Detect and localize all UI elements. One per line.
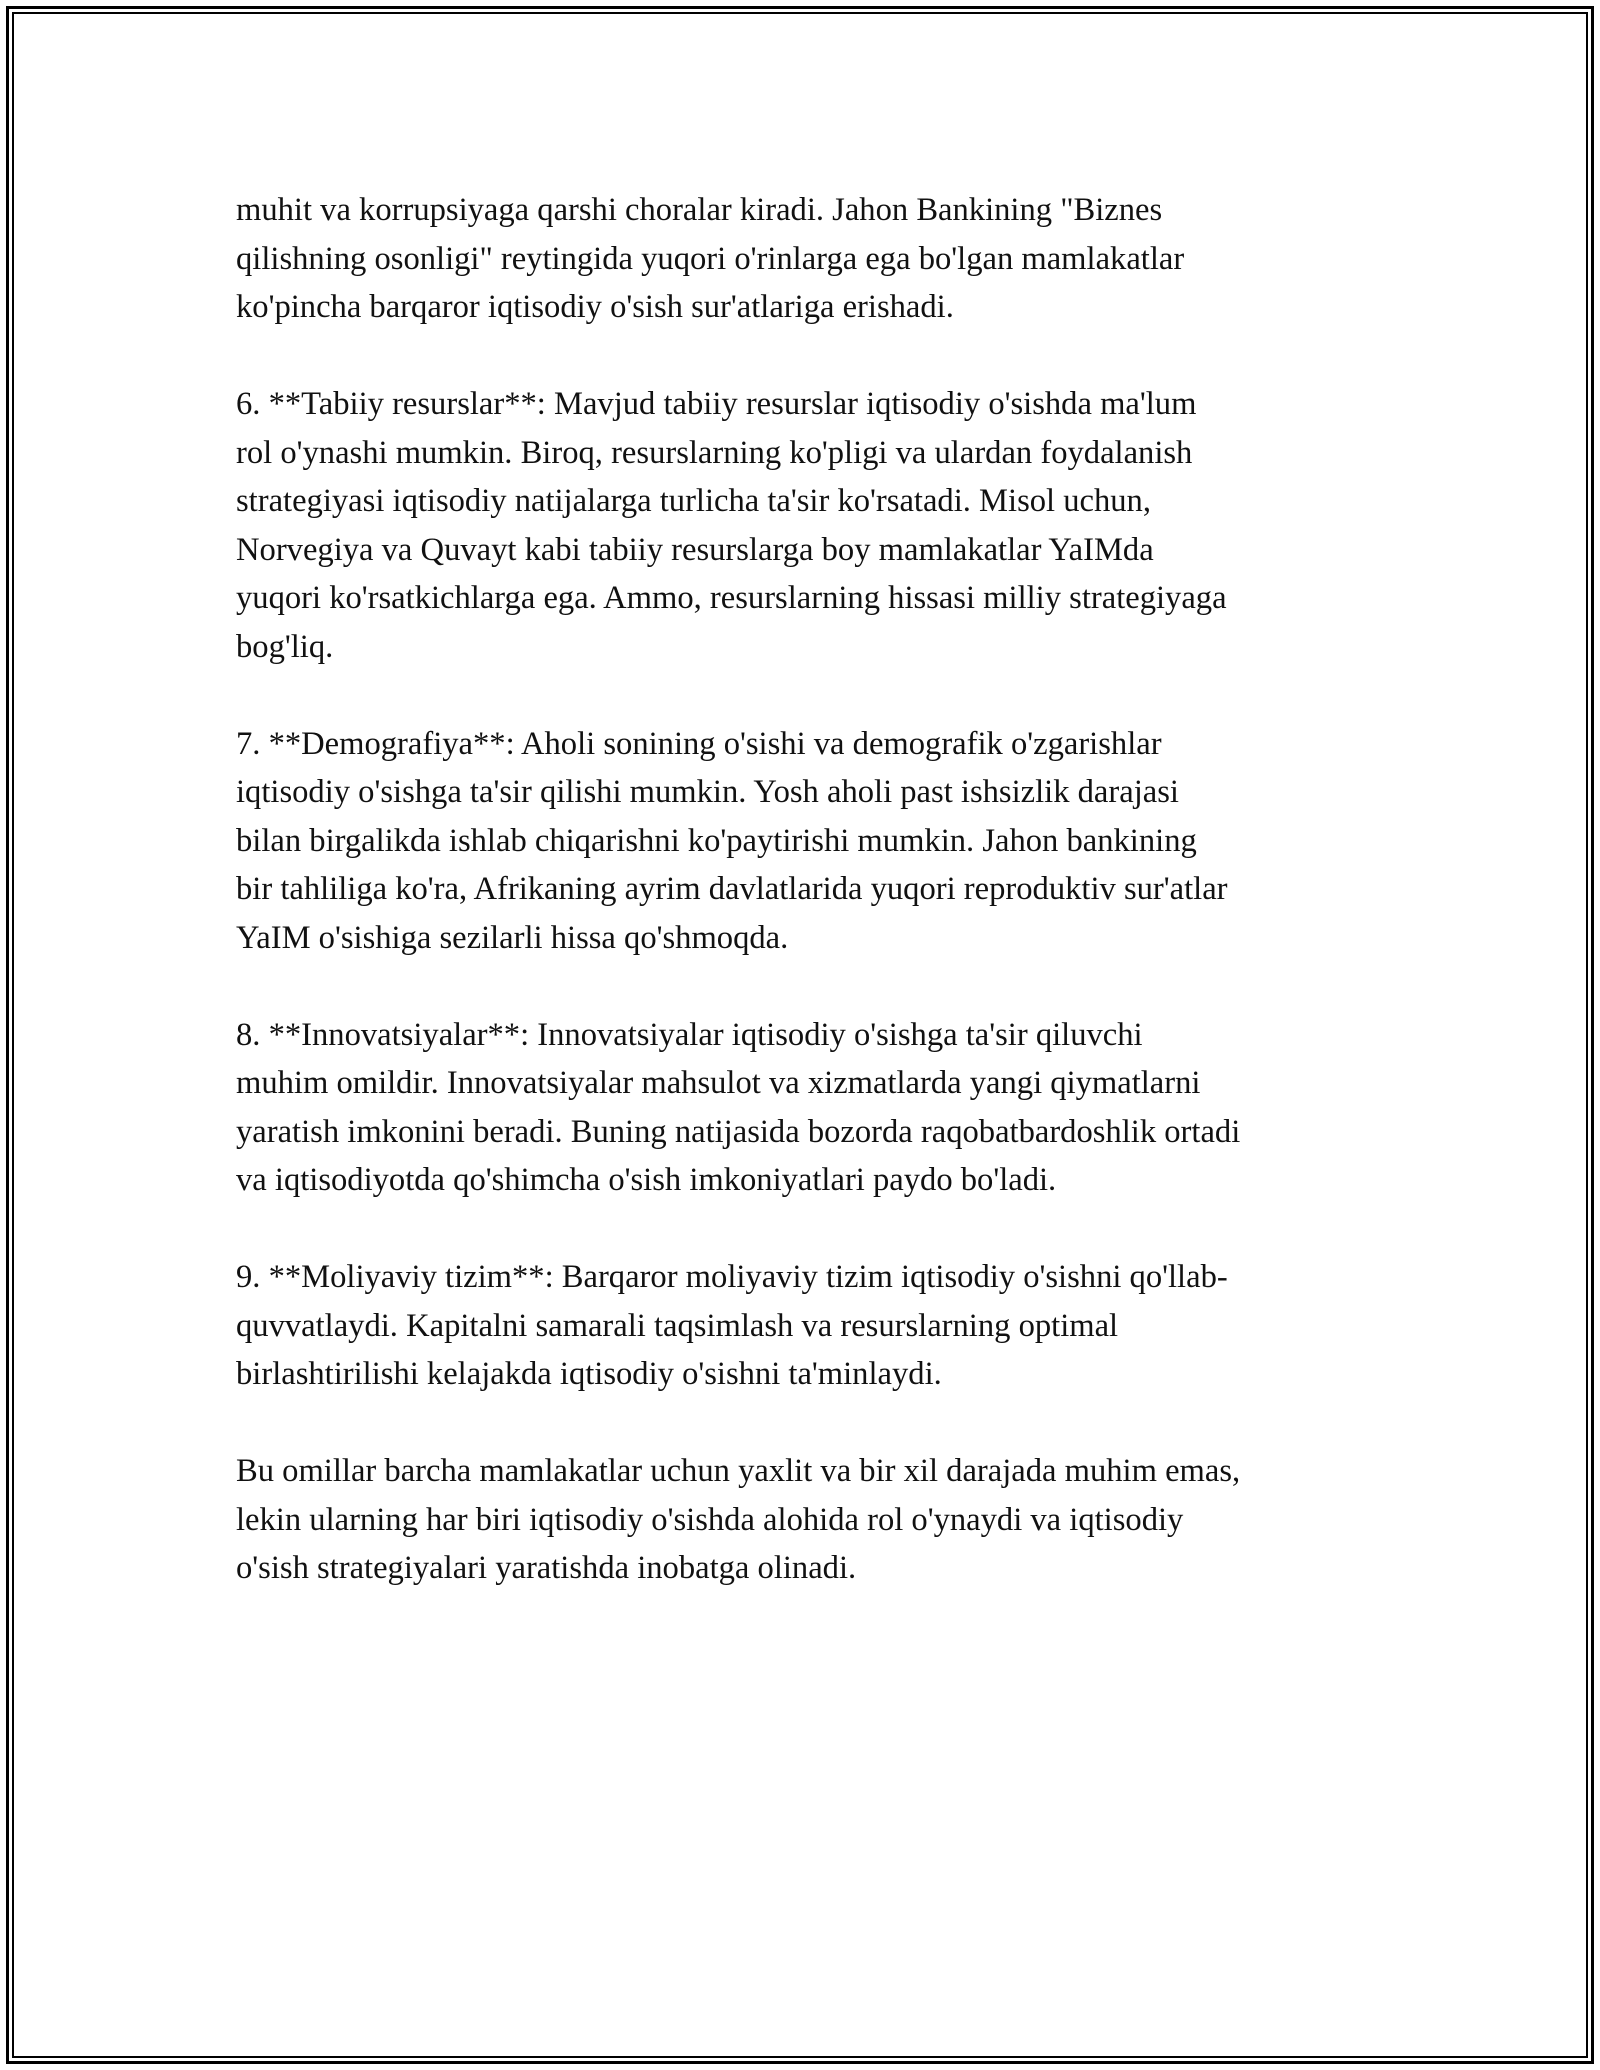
text-line: ko'pincha barqaror iqtisodiy o'sish sur'atlariga erishadi. — [236, 289, 954, 325]
text-line: lekin ularning har biri iqtisodiy o'sishda alohida rol o'ynaydi va iqtisodiy — [236, 1501, 1184, 1538]
text-line: 9. **Moliyaviy tizim**: Barqaror moliyaviy tizim iqtisodiy o'sishni qo'llab- — [236, 1259, 1228, 1295]
text-line: muhim omildir. Innovatsiyalar mahsulot va xizmatlarda yangi qiymatlarni — [236, 1065, 1201, 1101]
text-line: o'sish strategiyalari yaratishda inobatga olinadi. — [236, 1550, 857, 1586]
text-line: muhit va korrupsiyaga qarshi choralar kiradi. Jahon Bankining "Biznes — [236, 192, 1163, 228]
document-body — [236, 186, 1396, 1641]
text-line: bilan birgalikda ishlab chiqarishni ko'paytirishi mumkin. Jahon bankining — [236, 822, 1197, 859]
paragraph-financial-system — [236, 1253, 1396, 1399]
text-line: qilishning osonligi" reytingida yuqori o'rinlarga ega bo'lgan mamlakatlar — [236, 240, 1185, 277]
text-line: YaIM o'sishiga sezilarli hissa qo'shmoqda. — [236, 919, 789, 956]
paragraph-innovations — [236, 1011, 1396, 1205]
paragraph-conclusion — [236, 1447, 1396, 1593]
text-line: quvvatlaydi. Kapitalni samarali taqsimlash va resurslarning optimal — [236, 1307, 1119, 1344]
text-line: 6. **Tabiiy resurslar**: Mavjud tabiiy resurslar iqtisodiy o'sishda ma'lum — [236, 386, 1197, 422]
text-line: bir tahliliga ko'ra, Afrikaning ayrim davlatlarida yuqori reproduktiv sur'atlar — [236, 871, 1228, 907]
text-line: bog'liq. — [236, 628, 334, 665]
text-line: Bu omillar barcha mamlakatlar uchun yaxlit va bir xil darajada muhim emas, — [236, 1453, 1241, 1489]
text-line: yaratish imkonini beradi. Buning natijasida bozorda raqobatbardoshlik ortadi — [236, 1113, 1241, 1150]
text-line: iqtisodiy o'sishga ta'sir qilishi mumkin. Yosh aholi past ishsizlik darajasi — [236, 774, 1179, 810]
text-line: va iqtisodiyotda qo'shimcha o'sish imkoniyatlari paydo bo'ladi. — [236, 1162, 1057, 1198]
text-line: strategiyasi iqtisodiy natijalarga turlicha ta'sir ko'rsatadi. Misol uchun, — [236, 483, 1151, 519]
text-line: 7. **Demografiya**: Aholi sonining o'sishi va demografik o'zgarishlar — [236, 725, 1162, 762]
text-line: 8. **Innovatsiyalar**: Innovatsiyalar iqtisodiy o'sishga ta'sir qiluvchi — [236, 1016, 1143, 1053]
text-line: birlashtirilishi kelajakda iqtisodiy o'sishni ta'minlaydi. — [236, 1356, 942, 1392]
paragraph-natural-resources — [236, 380, 1396, 671]
text-line: Norvegiya va Quvayt kabi tabiiy resurslarga boy mamlakatlar YaIMda — [236, 531, 1154, 568]
text-line: yuqori ko'rsatkichlarga ega. Ammo, resurslarning hissasi milliy strategiyaga — [236, 580, 1227, 616]
paragraph-business-environment — [236, 186, 1396, 332]
paragraph-demography — [236, 720, 1396, 963]
text-line: rol o'ynashi mumkin. Biroq, resurslarning ko'pligi va ulardan foydalanish — [236, 434, 1193, 471]
